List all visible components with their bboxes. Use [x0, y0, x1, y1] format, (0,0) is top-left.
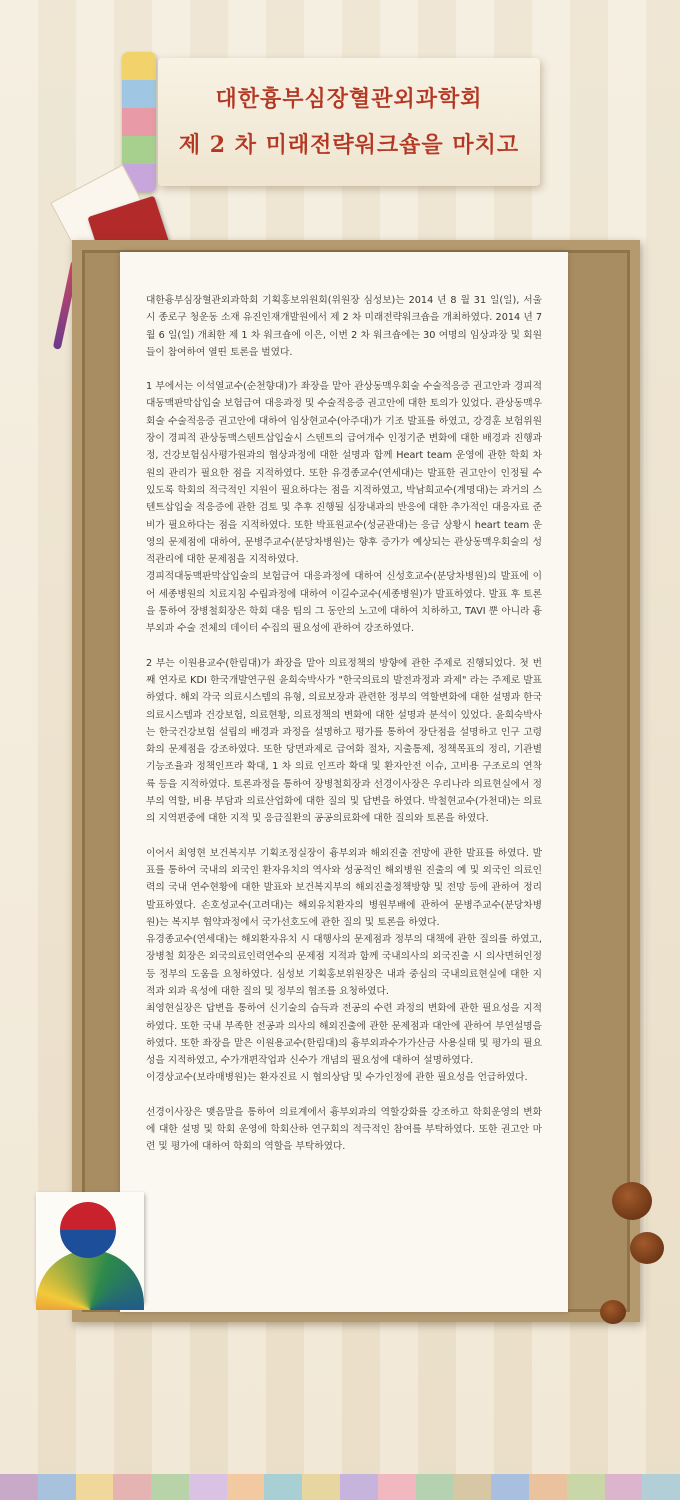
title-banner — [158, 58, 540, 186]
page-title-line1: 대한흉부심장혈관외과학회 — [215, 86, 483, 112]
paragraph-closing: 선경이사장은 맺음말을 통하여 의료계에서 흉부외과의 역할강화를 강조하고 학회운영의 변화에 대한 설명 및 학회 운영에 학회산하 연구회의 적극적인 참여를 부탁하였다. 또한 권고안 마련 및 평가에 대하여 학회의 역할을 부탁하였다. — [146, 1106, 542, 1153]
paragraph-part2: 2 부는 이원용교수(한림대)가 좌장을 맡아 의료정책의 방향에 관한 주제로 진행되었다. 첫 번째 연자로 KDI 한국개발연구원 윤희숙박사가 "한국의료의 발전과정과 과제" 라는 주제로 발표하였다. 해외 각국 의료시스템의 유형, 의료보장과 관련한 정부의 역할변화에 대한 설명과 한국의료시스템과 건강보험, 의료현황, 의료정책의 변화에 대한 설명과 분석이 있었다. 윤희숙박사는 한국건강보험 설립의 배경과 과정을 설명하고 평가를 통하여 장단점을 설명하고 인구 고령화의 문제점을 강조하였다. 또한 당면과제로 급여화 절차, 지출통제, 정책목표의 정리, 기관별 기능조율과 정책인프라 확대, 1 차 의료 인프라 확대 및 환자안전 이슈, 고비용 구조로의 연착륙 등을 지적하였다. 토론과정을 통하여 장병철회장과 선경이사장은 우리나라 의료현실에서 정부의 역할, 비용 부담과 의료산업화에 대한 질의 및 답변을 하였다. 박철현교수(가천대)는 의료의 지역편중에 대한 지적 및 응급질환의 공공의료화에 대한 질의와 토론을 하였다. — [146, 657, 542, 825]
chestnut-icon — [630, 1232, 664, 1264]
paragraph-part1-tavi: 경피적대동맥판막삽입술의 보험급여 대응과정에 대하여 신성호교수(분당차병원)의 발표에 이어 세종병원의 치료지침 수립과정에 대하여 이길수교수(세종병원)가 발표하였다. 발표 후 토론을 통하여 장병철회장은 학회 대응 팀의 그 동안의 노고에 대하여 치하하고, TAVI 뿐 아니라 흉부외과 수술 전체의 데이터 수집의 필요성에 관하여 강조하였다. — [146, 571, 542, 635]
paragraph-part1: 1 부에서는 이석열교수(순천향대)가 좌장을 맡아 관상동맥우회술 수술적응증 권고안과 경피적대동맥판막삽입술 보험급여 대응과정 및 수술적응증 권고안에 대한 토의가 있었다. 관상동맥우회술 수술적응증 권고안에 대하여 임상현교수(아주대)가 기조 발표를 하였고, 강경훈 보험위원장이 경피적 관상동맥스텐트삽입술시 스텐트의 급여개수 인정기준 변화에 대한 배경과 진행과정, 건강보험심사평가원과의 협상과정에 대한 설명과 함께 Heart team 운영에 관한 학회 차원의 관리가 필요한 점을 지적하였다. 또한 유경종교수(연세대)는 발표한 권고안이 인정될 수 있도록 학회의 적극적인 지원이 필요하다는 점을 지적하였고, 박남희교수(계명대)는 과거의 스텐트삽입술 적응증에 관한 검토 및 추후 진행될 심장내과의 반응에 대한 추가적인 대응자료 준비가 필요하다는 점을 지적하였다. 또한 박표원교수(성균관대)는 응급 상황시 heart team 운영의 문제점에 대하여, 문병주교수(분당차병원)는 향후 증가가 예상되는 관상동맥우회술의 성적관리에 대한 문제점을 지적하였다. — [146, 381, 542, 566]
paragraph-overseas: 이어서 최영현 보건복지부 기획조정실장이 흉부외과 해외진출 전망에 관한 발표를 하였다. 발표를 통하여 국내의 외국인 환자유치의 역사와 성공적인 해외병원 진출의 예 및 외국인 의료인력의 국내 연수현황에 대한 발표와 보건복지부의 해외진출정책방향 및 전망 등에 관하여 정리 발표하였다. 손호성교수(고려대)는 해외유치환자의 병원부배에 관하여 문병주교수(분당차병원)는 복지부 협약과정에서 국가선호도에 관한 질의 및 토론을 하였다. — [146, 847, 542, 928]
page-title-line2: 제 2 차 미래전략워크숍을 마치고 — [178, 132, 520, 158]
article-body — [146, 292, 542, 1156]
bottom-color-stripes — [0, 1474, 680, 1500]
banner-roll — [122, 52, 156, 192]
paragraph-discussion: 유경종교수(연세대)는 해외환자유치 시 대행사의 문제점과 정부의 대책에 관한 질의를 하였고, 장병철 회장은 외국의료인력연수의 문제점 지적과 함께 국내의사의 외국진출 시 의사면허인정 등 정부의 도움을 요청하였다. 심성보 기획홍보위원장은 내과 중심의 국내의료현실에 대한 지적과 외과 육성에 대한 질의 및 정부의 협조를 요청하였다. — [146, 934, 542, 997]
taegeuk-icon — [60, 1202, 116, 1258]
paragraph-answer: 최영현실장은 답변을 통하여 신기술의 습득과 전공의 수련 과정의 변화에 관한 필요성을 지적하였다. 또한 국내 부족한 전공과 의사의 해외진출에 관한 문제점과 대안에 관하여 부연설명을 하였다. 또한 좌장을 맡은 이원용교수(한림대)의 흉부외과수가가산금 사용실태 및 평가의 필요성을 지적하였고, 수가개편작업과 신수가 개념의 필요성에 대하여 설명하였다. — [146, 1003, 542, 1067]
paragraph-comment: 이경상교수(보라매병원)는 환자진료 시 협의상담 및 수가인정에 관한 필요성을 언급하였다. — [146, 1072, 528, 1084]
chestnut-icon — [600, 1300, 626, 1324]
chestnut-icon — [612, 1182, 652, 1220]
paragraph-intro: 대한흉부심장혈관외과학회 기획홍보위원회(위원장 심성보)는 2014 년 8 월 31 일(일), 서울시 종로구 청운동 소재 유진인재개발원에서 제 2 차 미래전략워크숍을 개최하였다. 2014 년 7 월 6 일(일) 개최한 제 1 차 워크숍에 이은, 이번 2 차 워크숍에는 30 여명의 임상과장 및 회원들이 참여하여 열띤 토론을 벌였다. — [146, 295, 542, 358]
